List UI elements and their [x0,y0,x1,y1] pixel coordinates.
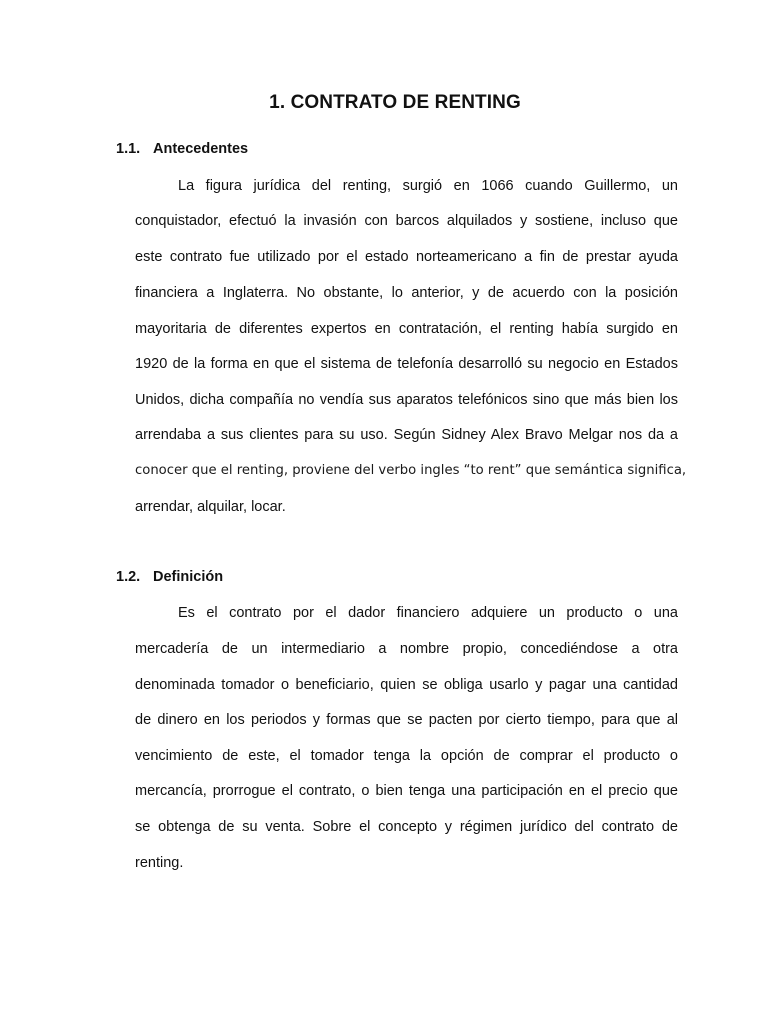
paragraph-line: mercancía, prorrogue el contrato, o bien tenga una participación en el precio que [135,783,678,799]
paragraph-line: se obtenga de su venta. Sobre el concepto y régimen jurídico del contrato de [135,819,678,835]
section-heading-definicion [116,569,223,585]
paragraph-line: Unidos, dicha compañía no vendía sus aparatos telefónicos sino que más bien los [135,392,678,408]
paragraph-line: renting. [135,855,184,871]
paragraph-line: este contrato fue utilizado por el estado norteamericano a fin de prestar ayuda [135,249,678,265]
section-number: 1.2. [116,569,141,585]
section-title: Definición [153,569,224,585]
paragraph-line: arrendaba a sus clientes para su uso. Según Sidney Alex Bravo Melgar nos da a [135,427,678,443]
document-title: 1. CONTRATO DE RENTING [269,92,521,113]
paragraph-line: arrendar, alquilar, locar. [135,499,286,515]
section-number: 1.1. [116,141,141,157]
paragraph-line: La figura jurídica del renting, surgió en 1066 cuando Guillermo, un [178,178,678,194]
paragraph-line: 1920 de la forma en que el sistema de telefonía desarrolló su negocio en Estados [135,356,678,372]
paragraph-line: de dinero en los periodos y formas que se pacten por cierto tiempo, para que al [135,712,678,728]
paragraph-line: conquistador, efectuó la invasión con barcos alquilados y sostiene, incluso que [135,213,678,229]
paragraph-line: mercadería de un intermediario a nombre propio, concediéndose a otra [135,641,678,657]
paragraph-line: mayoritaria de diferentes expertos en contratación, el renting había surgido en [135,321,678,337]
paragraph-line: conocer que el renting, proviene del verbo ingles “to rent” que semántica significa, [135,463,687,478]
paragraph-line: Es el contrato por el dador financiero adquiere un producto o una [178,605,678,621]
section-heading-antecedentes [116,141,248,157]
paragraph-line: denominada tomador o beneficiario, quien se obliga usarlo y pagar una cantidad [135,677,678,693]
paragraph-line: financiera a Inglaterra. No obstante, lo anterior, y de acuerdo con la posición [135,285,678,301]
paragraph-line: vencimiento de este, el tomador tenga la opción de comprar el producto o [135,748,678,764]
section-title: Antecedentes [153,141,249,157]
